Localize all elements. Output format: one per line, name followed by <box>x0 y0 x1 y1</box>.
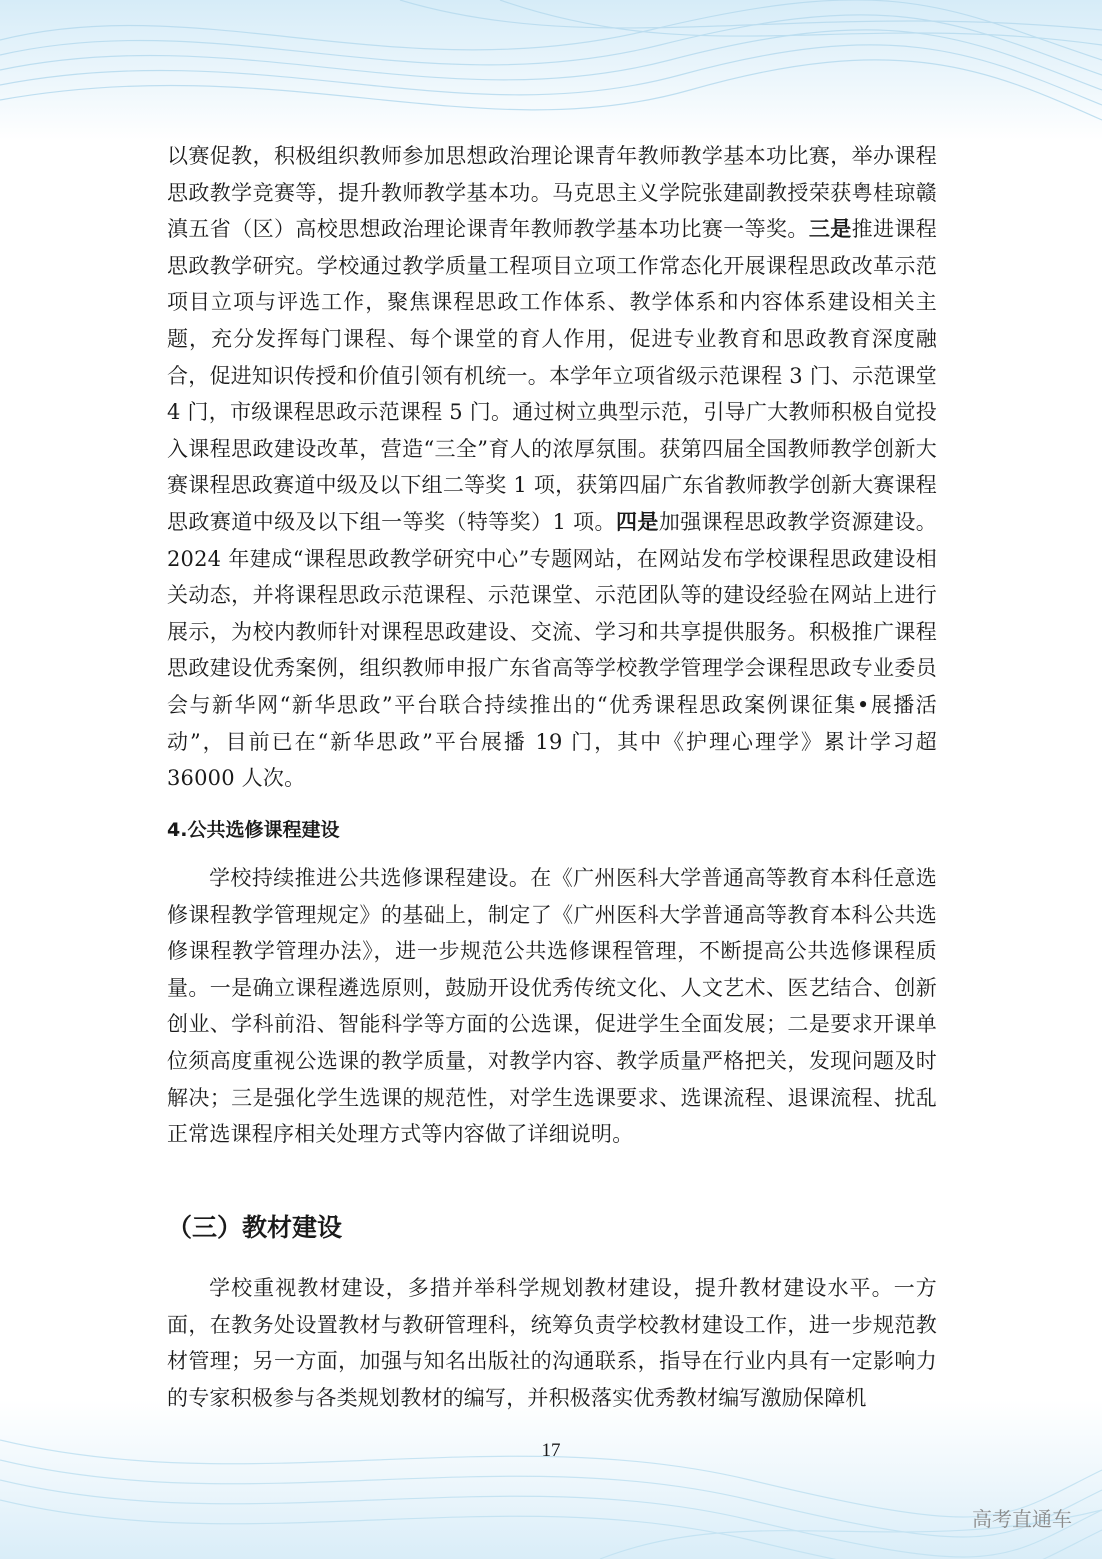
continuation-paragraph <box>167 138 937 797</box>
bold-marker-three: 三是 <box>808 216 852 242</box>
section-paragraph: 学校重视教材建设，多措并举科学规划教材建设，提升教材建设水平。一方面，在教务处设置教材与教研管理科，统筹负责学校教材建设工作，进一步规范教材管理；另一方面，加强与知名出版社的沟通联系，指导在行业内具有一定影响力的专家积极参与各类规划教材的编写，并积极落实优秀教材编写激励保障机 <box>167 1276 937 1410</box>
watermark-text: 高考直通车 <box>972 1507 1072 1531</box>
paragraph-text-part-3: 加强课程思政教学资源建设。2024 年建成“课程思政教学研究中心”专题网站，在网站发布学校课程思政建设相关动态，并将课程思政示范课程、示范课堂、示范团队等的建设经验在网站上进行展示，为校内教师针对课程思政建设、交流、学习和共享提供服务。积极推广课程思政建设优秀案例，组织教师申报广东省高等学校教学管理学会课程思政专业委员会与新华网“新华思政”平台联合持续推出的“优秀课程思政案例课征集•展播活动”，目前已在“新华思政”平台展播 19 门，其中《护理心理学》累计学习超 36000 人次。 <box>167 509 937 791</box>
subsection-paragraph: 学校持续推进公共选修课程建设。在《广州医科大学普通高等教育本科任意选修课程教学管理规定》的基础上，制定了《广州医科大学普通高等教育本科公共选修课程教学管理办法》，进一步规范公共选修课程管理，不断提高公共选修课程质量。一是确立课程遴选原则，鼓励开设优秀传统文化、人文艺术、医艺结合、创新创业、学科前沿、智能科学等方面的公选课，促进学生全面发展；二是要求开课单位须高度重视公选课的教学质量，对教学内容、教学质量严格把关，发现问题及时解决；三是强化学生选课的规范性，对学生选课要求、选课流程、退课流程、扰乱正常选课程序相关处理方式等内容做了详细说明。 <box>167 866 937 1147</box>
paragraph-text-part-1: 以赛促教，积极组织教师参加思想政治理论课青年教师教学基本功比赛，举办课程思政教学竞赛等，提升教师教学基本功。马克思主义学院张建副教授荣获粤桂琼赣滇五省（区）高校思想政治理论课青年教师教学基本功比赛一等奖。 <box>167 144 937 242</box>
page-number: 17 <box>541 1440 561 1461</box>
paragraph-text-part-2: 推进课程思政教学研究。学校通过教学质量工程项目立项工作常态化开展课程思政改革示范项目立项与评选工作，聚焦课程思政工作体系、教学体系和内容体系建设相关主题，充分发挥每门课程、每个课堂的育人作用，促进专业教育和思政教育深度融合，促进知识传授和价值引领有机统一。本学年立项省级示范课程 3 门、示范课堂 4 门，市级课程思政示范课程 5 门。通过树立典型示范，引导广大教师积极自觉投入课程思政建设改革，营造“三全”育人的浓厚氛围。获第四届全国教师教学创新大赛课程思政赛道中级及以下组二等奖 1 项，获第四届广东省教师教学创新大赛课程思政赛道中级及以下组一等奖（特等奖）1 项。 <box>167 217 937 534</box>
section-heading: （三）教材建设 <box>167 1213 343 1242</box>
bold-marker-four: 四是 <box>615 508 659 534</box>
subsection-heading: 4.公共选修课程建设 <box>167 819 340 841</box>
